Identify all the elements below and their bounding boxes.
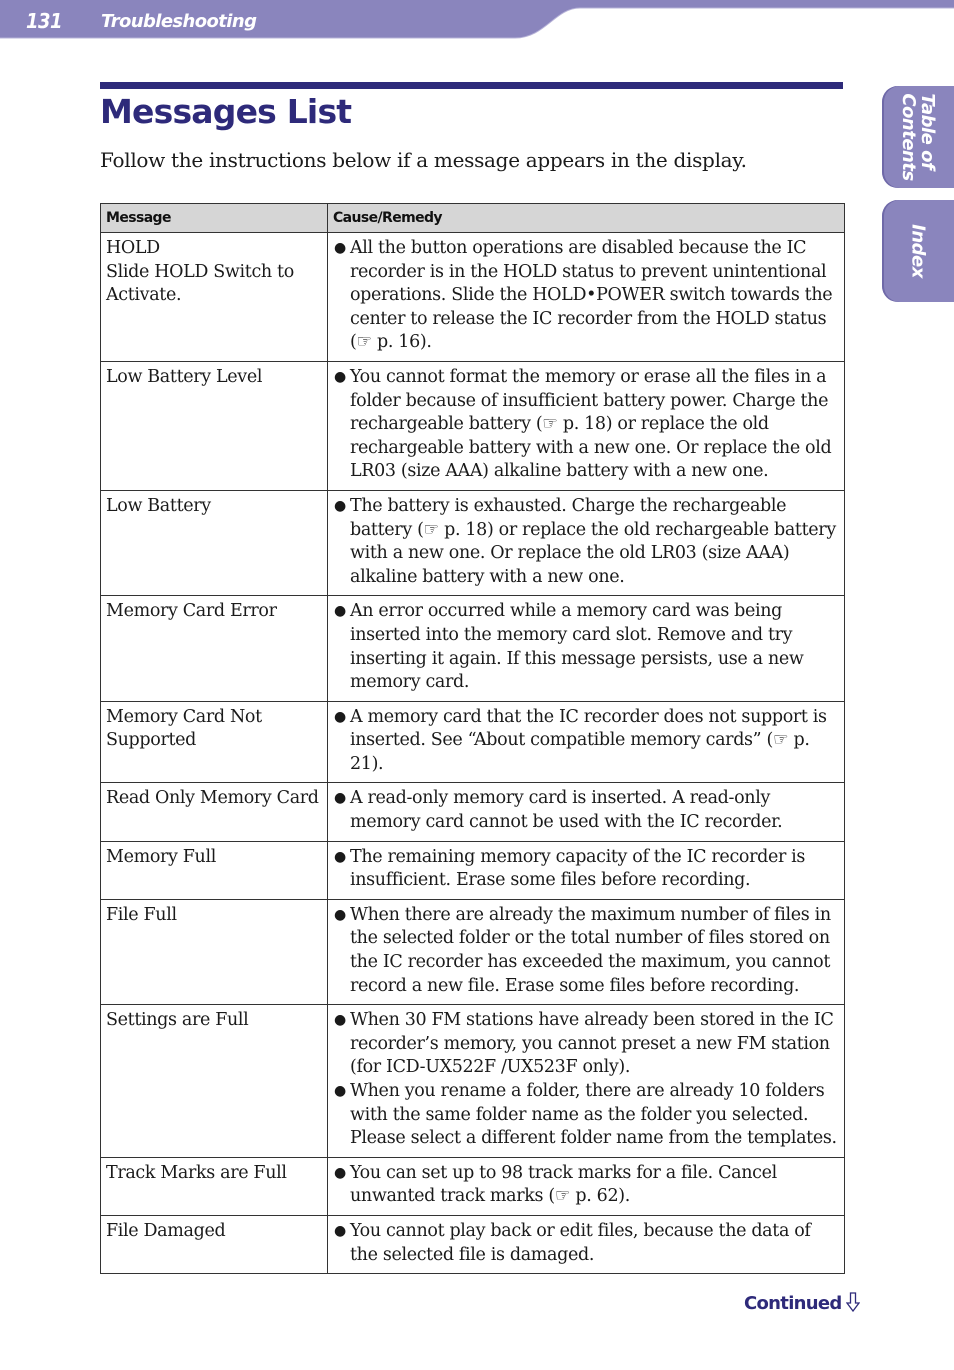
- cause-remedy-cell: [328, 233, 845, 362]
- bullet-dot-icon: ●: [334, 790, 346, 807]
- message-cell: Memory Card Not Supported: [101, 701, 328, 783]
- index-label: Index: [907, 224, 929, 278]
- message-cell: HOLD Slide HOLD Switch to Activate.: [101, 233, 328, 362]
- header-cause-remedy: Cause/Remedy: [328, 204, 845, 233]
- table-row: [101, 899, 845, 1004]
- cause-bullet: [334, 1162, 838, 1209]
- cause-bullet: [334, 706, 838, 777]
- table-row: [101, 596, 845, 701]
- cause-remedy-cell: [328, 841, 845, 899]
- arrow-down-icon: [846, 1292, 860, 1312]
- page-title: Messages List: [100, 92, 352, 131]
- bullet-dot-icon: ●: [334, 603, 346, 620]
- message-cell: Read Only Memory Card: [101, 783, 328, 841]
- header-message: Message: [101, 204, 328, 233]
- table-row: [101, 361, 845, 490]
- intro-text: Follow the instructions below if a message appears in the display.: [100, 148, 747, 172]
- message-cell: File Damaged: [101, 1215, 328, 1273]
- cause-remedy-cell: [328, 899, 845, 1004]
- cause-bullet: [334, 495, 838, 589]
- index-tab[interactable]: [882, 200, 954, 302]
- table-row: [101, 783, 845, 841]
- table-of-contents-tab[interactable]: [882, 86, 954, 188]
- table-row: [101, 701, 845, 783]
- message-cell: Memory Full: [101, 841, 328, 899]
- table-row: [101, 233, 845, 362]
- cause-text: All the button operations are disabled because the IC recorder is in the HOLD status to prevent unintentional operations. Slide the HOLD•POWER switch towards the center to release the IC recorder from the HOLD status (☞ p. 16).: [350, 238, 833, 353]
- continued-indicator: [744, 1292, 860, 1314]
- cause-remedy-cell: [328, 361, 845, 490]
- cause-bullet: [334, 1220, 838, 1267]
- cause-text: The battery is exhausted. Charge the rechargeable battery (☞ p. 18) or replace the old rechargeable battery with a new one. Or replace the old LR03 (size AAA) alkaline battery with a new one.: [350, 495, 836, 587]
- bullet-dot-icon: ●: [334, 497, 346, 514]
- cause-remedy-cell: [328, 701, 845, 783]
- cause-text: When there are already the maximum number of files in the selected folder or the total number of files stored on the IC recorder has exceeded the maximum, you cannot record a new file. Erase some files before recording.: [350, 904, 831, 996]
- cause-remedy-cell: [328, 596, 845, 701]
- message-cell: File Full: [101, 899, 328, 1004]
- message-cell: Low Battery: [101, 490, 328, 595]
- cause-remedy-cell: [328, 490, 845, 595]
- title-rule: [100, 82, 843, 89]
- messages-table: [100, 203, 845, 1274]
- bullet-dot-icon: ●: [334, 906, 346, 923]
- message-cell: Track Marks are Full: [101, 1157, 328, 1215]
- bullet-dot-icon: ●: [334, 1083, 346, 1099]
- cause-bullet: [334, 1080, 838, 1151]
- cause-remedy-cell: [328, 783, 845, 841]
- message-cell: Memory Card Error: [101, 596, 328, 701]
- header-band: [0, 0, 954, 40]
- table-header-row: [101, 204, 845, 233]
- table-row: [101, 1215, 845, 1273]
- table-row: [101, 1157, 845, 1215]
- table-row: [101, 1005, 845, 1158]
- cause-bullet: [334, 904, 838, 998]
- cause-text: A memory card that the IC recorder does not support is inserted. See “About compatible memory cards” (☞ p. 21).: [350, 706, 827, 774]
- cause-bullet: [334, 787, 838, 834]
- bullet-dot-icon: ●: [334, 240, 346, 256]
- cause-remedy-cell: [328, 1157, 845, 1215]
- cause-text: The remaining memory capacity of the IC recorder is insufficient. Erase some files before recording.: [350, 846, 806, 891]
- table-row: [101, 490, 845, 595]
- bullet-dot-icon: ●: [334, 1012, 346, 1029]
- cause-remedy-cell: [328, 1215, 845, 1273]
- bullet-dot-icon: ●: [334, 1164, 346, 1181]
- page-number: 131: [26, 9, 63, 33]
- bullet-dot-icon: ●: [334, 1222, 346, 1239]
- cause-bullet: [334, 600, 838, 694]
- cause-bullet: [334, 1009, 838, 1080]
- cause-text: You can set up to 98 track marks for a file. Cancel unwanted track marks (☞ p. 62).: [350, 1162, 777, 1207]
- message-cell: Low Battery Level: [101, 361, 328, 490]
- cause-bullet: [334, 237, 838, 355]
- cause-text: You cannot format the memory or erase all the files in a folder because of insufficient battery power. Charge the rechargeable battery (☞ p. 18) or replace the old rechargeable battery with a new one. Or replace the old LR03 (size AAA) alkaline battery with a new one.: [350, 366, 832, 482]
- cause-bullet: [334, 366, 838, 484]
- bullet-dot-icon: ●: [334, 368, 346, 385]
- cause-text: A read-only memory card is inserted. A read-only memory card cannot be used with the IC recorder.: [350, 788, 783, 833]
- continued-label: Continued: [744, 1293, 842, 1314]
- cause-text: You cannot play back or edit files, because the data of the selected file is damaged.: [350, 1220, 811, 1265]
- table-row: [101, 841, 845, 899]
- cause-remedy-cell: [328, 1005, 845, 1158]
- messages-table-body: [101, 233, 845, 1274]
- bullet-dot-icon: ●: [334, 708, 346, 725]
- cause-bullet: [334, 846, 838, 893]
- cause-text: When you rename a folder, there are already 10 folders with the same folder name as the folder you selected. Please select a different folder name from the templates.: [350, 1081, 837, 1149]
- bullet-dot-icon: ●: [334, 848, 346, 865]
- message-cell: Settings are Full: [101, 1005, 328, 1158]
- table-of-contents-label: Table of Contents: [898, 93, 938, 181]
- cause-text: An error occurred while a memory card was being inserted into the memory card slot. Remove and try inserting it again. If this message persists, use a new memory card.: [350, 601, 804, 693]
- section-label[interactable]: Troubleshooting: [101, 11, 257, 32]
- cause-text: When 30 FM stations have already been stored in the IC recorder’s memory, you cannot preset a new FM station (for ICD-UX522F /UX523F only).: [350, 1010, 834, 1078]
